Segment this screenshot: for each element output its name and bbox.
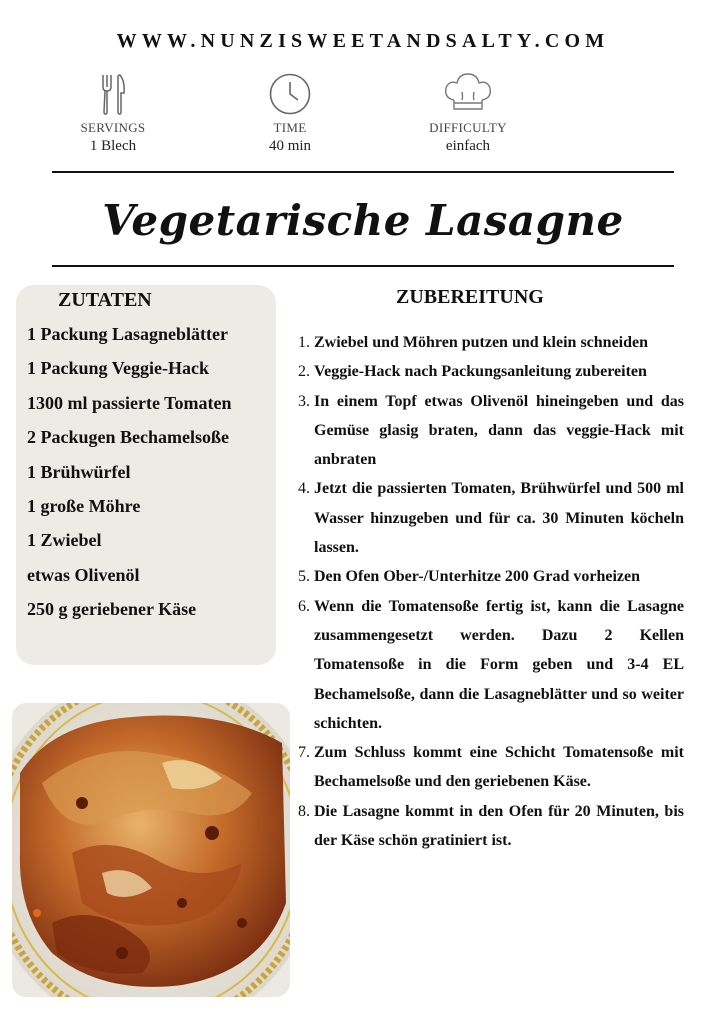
step-item [298,797,684,856]
step-text: Zum Schluss kommt eine Schicht Tomatensoße mit Bechamelsoße und den geriebenen Käse. [314,744,684,791]
ingredient-item: 1 Packung Lasagneblätter [27,324,229,344]
step-number: 5. [298,568,310,586]
step-text: Wenn die Tomatensoße fertig ist, kann die Lasagne zusammengesetzt werden. Dazu 2 Kellen Tomatensoße in die Form geben und 3-4 EL Bechamelsoße, dann die Lasagneblätter und so weiter schichten. [314,597,684,732]
step-text: In einem Topf etwas Olivenöl hineingeben und das Gemüse glasig braten, dann das veggie-Hack mit anbraten [314,392,684,469]
step-item [298,387,684,475]
step-number: 1. [298,334,310,351]
ingredient-item: 1 Brühwürfel [27,461,131,482]
servings-block [33,72,193,155]
time-label: TIME [273,120,307,135]
fork-knife-icon [33,72,193,116]
servings-value: 1 Blech [89,138,137,154]
step-number: 6. [298,597,310,615]
recipe-title: Vegetarische Lasagne [102,196,624,245]
divider-top [52,171,674,173]
step-item [298,474,684,562]
time-block [210,72,370,155]
ingredient-item: 250 g geriebener Käse [27,599,197,620]
time-value: 40 min [268,138,312,154]
ingredient-item: 1 große Möhre [27,495,141,516]
difficulty-value: einfach [445,138,491,154]
step-number: 8. [298,802,310,820]
ingredient-item: etwas Olivenöl [27,564,140,585]
step-item [298,738,684,797]
step-text: Veggie-Hack nach Packungsanleitung zubereiten [314,363,647,381]
clock-icon [210,72,370,116]
ingredients-heading: ZUTATEN [58,289,152,311]
difficulty-label: DIFFICULTY [429,120,507,135]
divider-bottom [52,265,674,267]
website-url: WWW.NUNZISWEETANDSALTY.COM [116,30,610,52]
step-text: Zwiebel und Möhren putzen und klein schneiden [314,334,649,351]
ingredient-item: 1 Packung Veggie-Hack [27,358,210,379]
preparation-steps [298,328,684,855]
step-number: 4. [298,480,310,498]
step-number: 2. [298,363,310,381]
ingredient-item: 1 Zwiebel [27,530,102,551]
chef-hat-icon [388,72,548,116]
difficulty-block [388,72,548,155]
step-text: Jetzt die passierten Tomaten, Brühwürfel und 500 ml Wasser hinzugeben und für ca. 30 Minuten köcheln lassen. [314,480,684,557]
ingredient-item: 1300 ml passierte Tomaten [27,392,232,413]
step-item [298,562,684,591]
step-item [298,328,684,357]
step-text: Die Lasagne kommt in den Ofen für 20 Minuten, bis der Käse schön gratiniert ist. [314,802,684,850]
step-text: Den Ofen Ober-/Unterhitze 200 Grad vorheizen [314,568,641,586]
step-item [298,357,684,386]
ingredients-list [27,322,232,632]
step-number: 7. [298,744,310,762]
step-item [298,592,684,738]
step-number: 3. [298,392,310,410]
lasagne-photo [12,703,290,997]
ingredient-item: 2 Packugen Bechamelsoße [27,427,229,448]
preparation-heading: ZUBEREITUNG [396,286,544,308]
servings-label: SERVINGS [80,120,146,135]
